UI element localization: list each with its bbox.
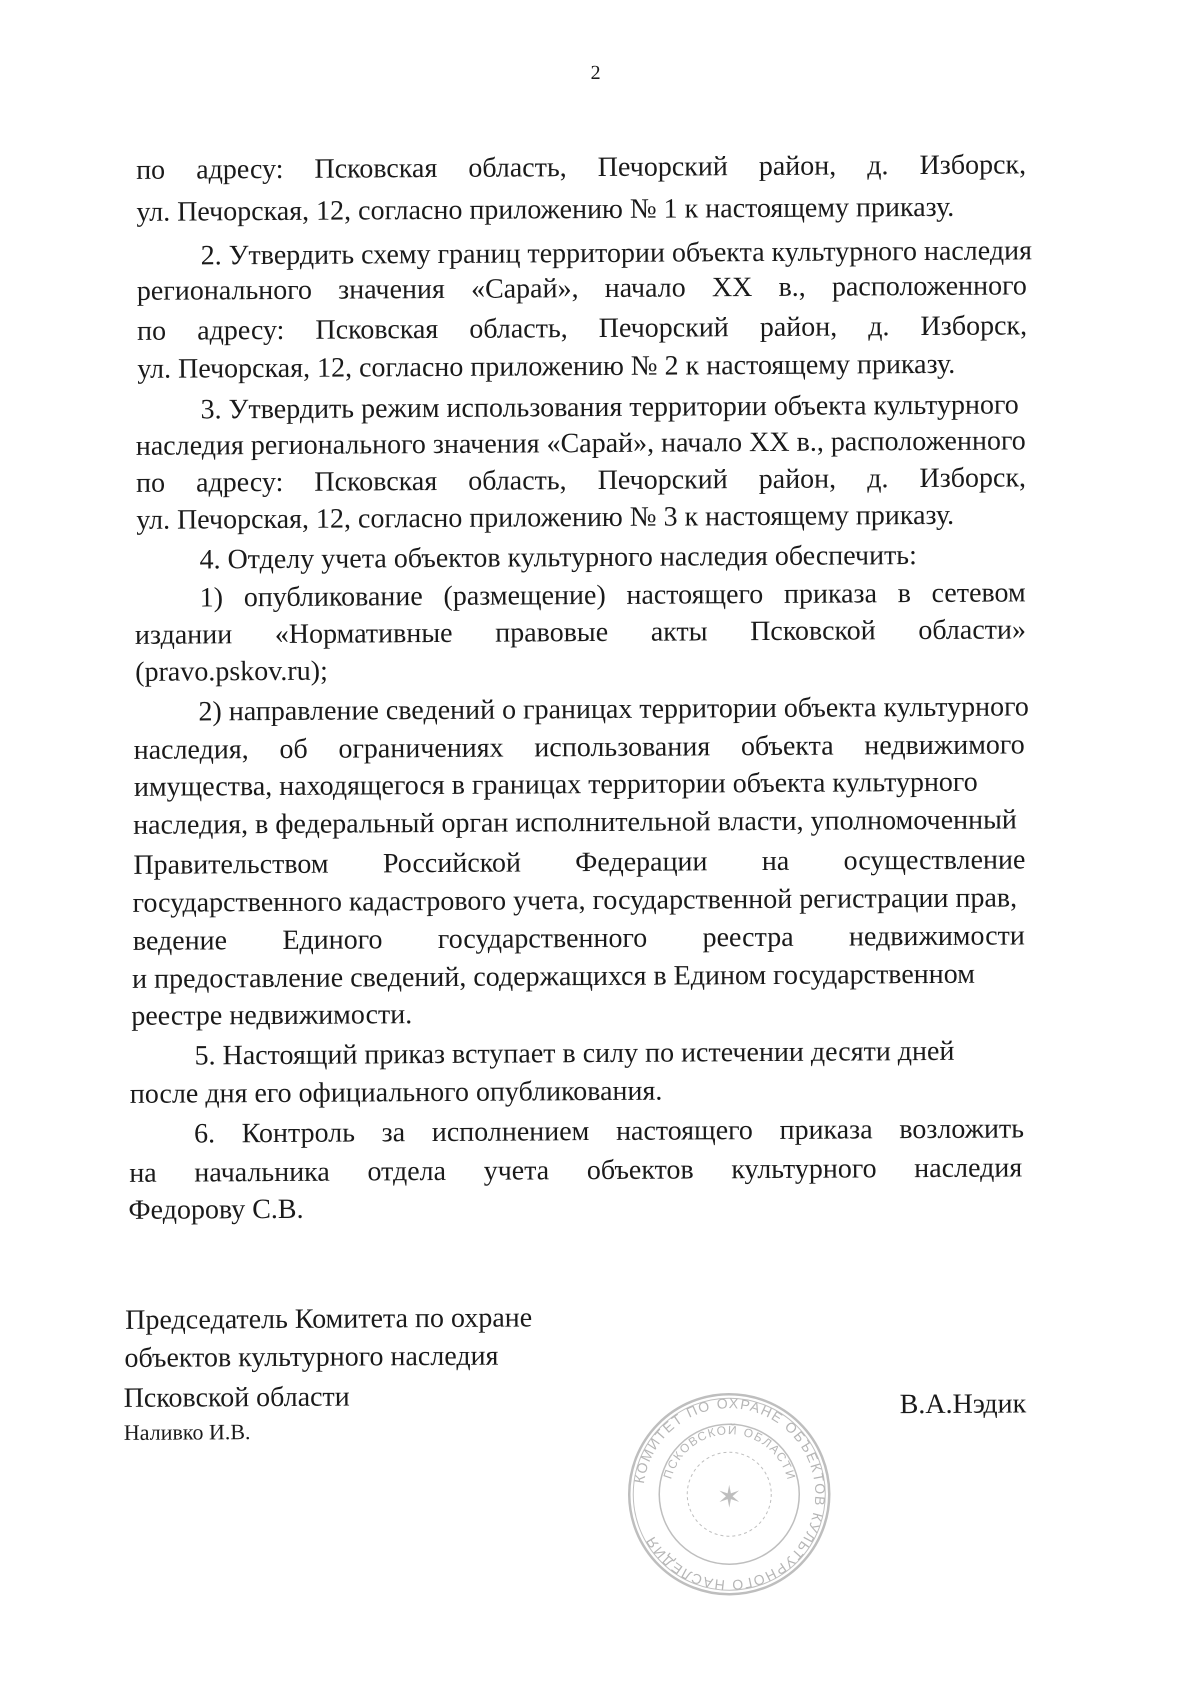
word: на bbox=[129, 1157, 157, 1189]
word: Печорский bbox=[598, 312, 729, 344]
word: возложить bbox=[899, 1113, 1025, 1146]
word: Псковская bbox=[315, 313, 439, 346]
word: Псковской bbox=[750, 615, 876, 648]
body-line bbox=[135, 612, 1026, 653]
word: использования bbox=[534, 731, 711, 764]
word: «Нормативные bbox=[274, 617, 453, 650]
body-line bbox=[136, 147, 1026, 188]
word: область, bbox=[469, 313, 568, 345]
body-line: 3. Утвердить режим использования территории объекта культурного bbox=[200, 389, 1019, 426]
body-line: 4. Отделу учета объектов культурного наследия обеспечить: bbox=[199, 540, 917, 576]
word: 1) bbox=[199, 582, 224, 614]
body-line: наследия регионального значения «Сарай», начало XX в., расположенного bbox=[135, 425, 1026, 462]
body-line: ул. Печорская, 12, согласно приложению № 1 к настоящему приказу. bbox=[136, 191, 955, 228]
body-line bbox=[134, 727, 1025, 768]
body-line: 2. Утвердить схему границ территории объекта культурного наследия bbox=[200, 235, 1032, 272]
word: адресу: bbox=[195, 466, 284, 499]
word: Изборск, bbox=[919, 149, 1027, 182]
word: XX bbox=[711, 272, 753, 304]
body-line: наследия, в федеральный орган исполнительной власти, уполномоченный bbox=[133, 804, 1017, 841]
word: Федерации bbox=[575, 846, 708, 879]
word: недвижимости bbox=[848, 920, 1025, 953]
word: издании bbox=[134, 619, 233, 651]
seal-inner-text: ПСКОВСКОЙ ОБЛАСТИ bbox=[660, 1423, 799, 1483]
word: реестра bbox=[702, 921, 794, 954]
body-line: ул. Печорская, 12, согласно приложению № 3 к настоящему приказу. bbox=[136, 499, 955, 536]
word: регионального bbox=[136, 274, 313, 307]
word: адресу: bbox=[196, 153, 284, 186]
word: начальника bbox=[194, 1156, 330, 1189]
executor-name: Наливко И.В. bbox=[123, 1419, 251, 1445]
body-line: Федорову С.В. bbox=[128, 1193, 304, 1226]
body-line bbox=[194, 1111, 1024, 1152]
body-line bbox=[133, 918, 1025, 959]
body-line bbox=[137, 308, 1027, 349]
signatory-title-line: Председатель Комитета по охране bbox=[125, 1302, 533, 1336]
word: опубликование bbox=[243, 581, 423, 614]
signatory-title-line: Псковской области bbox=[123, 1381, 350, 1414]
word: в., bbox=[778, 271, 806, 303]
word: (размещение) bbox=[443, 579, 606, 612]
word: «Сарай», bbox=[470, 273, 579, 305]
word: область, bbox=[468, 152, 567, 184]
word: объекта bbox=[740, 730, 834, 763]
word: расположенного bbox=[831, 270, 1027, 303]
word: правовые bbox=[495, 616, 609, 649]
page-number: 2 bbox=[590, 61, 601, 85]
word: исполнением bbox=[431, 1116, 590, 1149]
word: 6. bbox=[193, 1118, 216, 1150]
word: области» bbox=[918, 614, 1027, 647]
word: по bbox=[137, 315, 167, 347]
word: д. bbox=[867, 463, 889, 495]
word: по bbox=[135, 467, 166, 499]
body-line: государственного кадастрового учета, государственной регистрации прав, bbox=[132, 882, 1018, 919]
word: наследия, bbox=[133, 734, 249, 766]
word: на bbox=[761, 845, 790, 878]
word: настоящего bbox=[615, 1115, 753, 1147]
seal-outer-text: КОМИТЕТ ПО ОХРАНЕ ОБЪЕКТОВ КУЛЬТУРНОГО НАСЛЕДИЯ bbox=[630, 1395, 829, 1594]
word: район, bbox=[759, 311, 838, 344]
word: объектов bbox=[586, 1154, 694, 1187]
word: Российской bbox=[382, 847, 521, 880]
word: начало bbox=[604, 272, 686, 304]
body-line bbox=[137, 268, 1027, 309]
word: Печорский bbox=[597, 151, 728, 184]
word: приказа bbox=[779, 1114, 873, 1146]
word: отдела bbox=[367, 1155, 447, 1188]
body-line: реестре недвижимости. bbox=[131, 999, 413, 1032]
word: в bbox=[897, 578, 912, 610]
word: Изборск, bbox=[920, 310, 1028, 343]
body-line: после дня его официального опубликования. bbox=[129, 1075, 663, 1110]
body-line: ул. Печорская, 12, согласно приложению № 2 к настоящему приказу. bbox=[137, 348, 956, 385]
word: акты bbox=[650, 616, 708, 648]
body-line bbox=[136, 460, 1026, 501]
body-line: имущества, находящегося в границах территории объекта культурного bbox=[133, 766, 978, 803]
word: учета bbox=[483, 1155, 550, 1187]
body-line bbox=[129, 1150, 1022, 1191]
word: Печорский bbox=[597, 464, 728, 497]
word: значения bbox=[338, 273, 445, 306]
official-seal bbox=[624, 1389, 835, 1600]
body-line: (pravo.pskov.ru); bbox=[135, 655, 328, 688]
body-line bbox=[133, 842, 1025, 883]
word: за bbox=[381, 1117, 406, 1149]
word: д. bbox=[868, 311, 890, 343]
word: область, bbox=[468, 465, 567, 497]
body-line: 2) направление сведений о границах территории объекта культурного bbox=[198, 691, 1029, 728]
word: д. bbox=[867, 150, 889, 182]
word: недвижимого bbox=[864, 729, 1025, 762]
word: Изборск, bbox=[919, 462, 1027, 495]
word: ограничениях bbox=[338, 732, 504, 765]
word: приказа bbox=[783, 578, 878, 610]
seal-star-icon: ✶ bbox=[716, 1481, 742, 1515]
word: настоящего bbox=[626, 578, 764, 611]
word: наследия bbox=[914, 1152, 1023, 1185]
word: район, bbox=[758, 463, 837, 496]
body-line: 5. Настоящий приказ вступает в силу по истечении десяти дней bbox=[194, 1035, 955, 1072]
word: Правительством bbox=[133, 848, 329, 881]
body-line bbox=[200, 575, 1026, 616]
word: ведение bbox=[132, 925, 228, 957]
word: Контроль bbox=[241, 1117, 356, 1150]
word: Псковская bbox=[314, 465, 438, 498]
body-line: и предоставление сведений, содержащихся в Едином государственном bbox=[131, 958, 975, 995]
word: осуществление bbox=[843, 844, 1026, 877]
word: государственного bbox=[437, 922, 648, 955]
word: по bbox=[136, 154, 166, 186]
signer-name: В.А.Нэдик bbox=[899, 1388, 1027, 1421]
word: об bbox=[279, 733, 308, 765]
word: культурного bbox=[731, 1153, 877, 1186]
word: Единого bbox=[282, 924, 383, 956]
signatory-title-line: объектов культурного наследия bbox=[124, 1340, 499, 1374]
word: адресу: bbox=[197, 314, 285, 347]
word: район, bbox=[758, 150, 837, 183]
word: сетевом bbox=[931, 577, 1026, 609]
word: Псковская bbox=[314, 152, 438, 185]
